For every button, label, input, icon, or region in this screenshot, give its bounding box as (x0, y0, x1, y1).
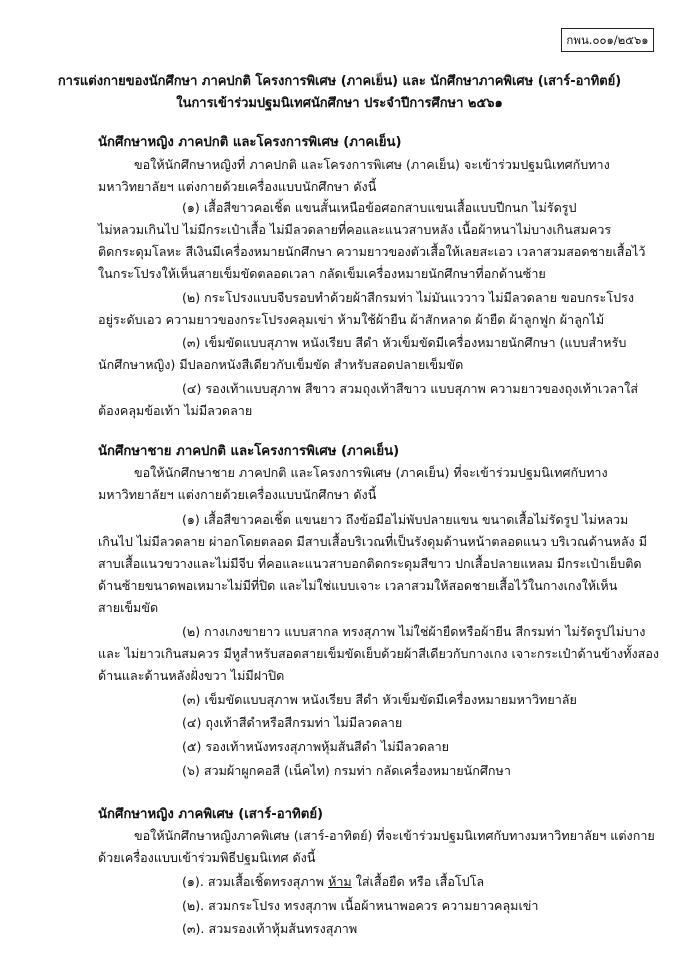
list-item-text: ใส่เสื้อยืด หรือ เสื้อโปโล (351, 874, 485, 889)
list-item-line: (๒) กางเกงขายาว แบบสากล ทรงสุภาพ ไม่ใช่ผ้ายืดหรือผ้ายีน สีกรมท่า ไม่รัดรูปไม่บาง (182, 624, 646, 639)
list-item: (๕) รองเท้าหนังทรงสุภาพหุ้มส้นสีดำ ไม่มีลวดลาย (182, 739, 450, 754)
list-item-line: สายเข็มขัด (98, 600, 159, 615)
list-item-line: (๔) รองเท้าแบบสุภาพ สีขาว สวมถุงเท้าสีขาว แบบสุภาพ ความยาวของถุงเท้าเวลาใส่ (182, 381, 639, 396)
list-item-line: ด้านและด้านหลังฝั่งขวา ไม่มีฝาปิด (98, 668, 285, 683)
section-heading-male-regular: นักศึกษาชาย ภาคปกติ และโครงการพิเศษ (ภาคเย็น) (98, 444, 400, 459)
list-item (182, 872, 484, 892)
document-title-line2: ในการเข้าร่วมปฐมนิเทศนักศึกษา ประจำปีการศึกษา ๒๕๖๑ (176, 96, 503, 111)
list-item: (๓) เข็มขัดแบบสุภาพ หนังเรียบ สีดำ หัวเข็มขัดมีเครื่องหมายมหาวิทยาลัย (182, 692, 577, 707)
list-item-line: และ ไม่ยาวเกินสมควร มีหูสำหรับสอดสายเข็มขัดเย็บด้วยผ้าสีเดียวกับกางเกง เจาะกระเป๋าด้านข้างทั้งสอง (98, 646, 660, 661)
list-item-line: (๒) กระโปรงแบบจีบรอบทำด้วยผ้าสีกรมท่า ไม่มันแววาว ไม่มีลวดลาย ขอบกระโปรง (182, 290, 634, 305)
section-heading-female-regular: นักศึกษาหญิง ภาคปกติ และโครงการพิเศษ (ภาคเย็น) (98, 135, 402, 150)
paragraph-line: ด้วยเครื่องแบบเข้าร่วมพิธีปฐมนิเทศ ดังนี้ (98, 850, 316, 865)
list-item-line: (๑) เสื้อสีขาวคอเชิ้ต แขนยาว ถึงข้อมือไม่พับปลายแขน ขนาดเสื้อไม่รัดรูป ไม่หลวม (182, 512, 629, 527)
paragraph-line: ขอให้นักศึกษาหญิงภาคพิเศษ (เสาร์-อาทิตย์) ที่จะเข้าร่วมปฐมนิเทศกับทางมหาวิทยาลัยฯ แต่งกาย (134, 828, 655, 843)
list-item-line: ในกระโปรงให้เห็นสายเข็มขัดตลอดเวลา กลัดเข็มเครื่องหมายนักศึกษาที่อกด้านซ้าย (98, 266, 546, 281)
section-heading-female-special: นักศึกษาหญิง ภาคพิเศษ (เสาร์-อาทิตย์) (98, 807, 324, 822)
list-item-line: เกินไป ไม่มีลวดลาย ผ่าอกโดยตลอด มีสาบเสื้อบริเวณที่เป็นรังดุมด้านหน้าตลอดแนว บริเวณด้านหลัง มี (98, 534, 648, 549)
list-item-line: อยู่ระดับเอว ความยาวของกระโปรงคลุมเข่า ห้ามใช้ผ้ายืน ผ้าสักหลาด ผ้ายืด ผ้าลูกฟูก ผ้าลูกไม้ (98, 312, 605, 327)
paragraph-line: ขอให้นักศึกษาหญิงที่ ภาคปกติ และโครงการพิเศษ (ภาคเย็น) จะเข้าร่วมปฐมนิเทศกับทาง (134, 157, 610, 172)
underlined-prohibition: ห้าม (328, 874, 352, 889)
document-code-box: กพน.๐๐๑/๒๕๖๑ (561, 28, 654, 52)
list-item-line: ด้านซ้ายขนาดพอเหมาะไม่มีที่ปิด และไม่ใช่แบบเจาะ เวลาสวมให้สอดชายเสื้อไว้ในกางเกงให้เห็น (98, 578, 618, 593)
list-item-line: นักศึกษาหญิง) มีปลอกหนังสีเดียวกับเข็มขัด สำหรับสอดปลายเข็มขัด (98, 357, 464, 372)
list-item-line: (๓) เข็มขัดแบบสุภาพ หนังเรียบ สีดำ หัวเข็มขัดมีเครื่องหมายนักศึกษา (แบบสำหรับ (182, 335, 627, 350)
list-item: (๔) ถุงเท้าสีดำหรือสีกรมท่า ไม่มีลวดลาย (182, 715, 403, 730)
list-item: (๓). สวมรองเท้าหุ้มส้นทรงสุภาพ (182, 921, 358, 936)
list-item: (๒). สวมกระโปรง ทรงสุภาพ เนื้อผ้าหนาพอควร ความยาวคลุมเข่า (182, 898, 539, 913)
list-item: (๖) สวมผ้าผูกคอสี (เน็คไท) กรมท่า กลัดเครื่องหมายนักศึกษา (182, 763, 511, 778)
list-item-line: ติดกระดุมโลหะ สีเงินมีเครื่องหมายนักศึกษา ความยาวของตัวเสื้อให้เลยสะเอว เวลาสวมสอดชายเสื้อไว้ (98, 244, 646, 259)
list-item-line: ไม่หลวมเกินไป ไม่มีกระเป๋าเสื้อ ไม่มีลวดลายที่คอและแนวสาบหลัง เนื้อผ้าหนาไม่บางเกินสมควร (98, 222, 612, 237)
list-item-line: สาบเสื้อแนวขวางและไม่มีจีบ ที่คอและแนวสาบอกติดกระดุมสีขาว ปกเสื้อปลายแหลม มีกระเป๋าเย็บติด (98, 556, 642, 571)
paragraph-line: ขอให้นักศึกษาชาย ภาคปกติ และโครงการพิเศษ (ภาคเย็น) ที่จะเข้าร่วมปฐมนิเทศกับทาง (134, 465, 608, 480)
list-item-text: (๑). สวมเสื้อเชิ้ตทรงสุภาพ (182, 874, 329, 889)
list-item-line: (๑) เสื้อสีขาวคอเชิ้ต แขนสั้นเหนือข้อศอกสาบแขนเสื้อแบบปีกนก ไม่รัดรูป (182, 200, 577, 215)
list-item-line: ต้องคลุมข้อเท้า ไม่มีลวดลาย (98, 403, 253, 418)
document-title-line1: การแต่งกายของนักศึกษา ภาคปกติ โครงการพิเศษ (ภาคเย็น) และ นักศึกษาภาคพิเศษ (เสาร์-อาทิตย์) (57, 74, 622, 89)
paragraph-line: มหาวิทยาลัยฯ แต่งกายด้วยเครื่องแบบนักศึกษา ดังนี้ (98, 179, 377, 194)
paragraph-line: มหาวิทยาลัยฯ แต่งกายด้วยเครื่องแบบนักศึกษา ดังนี้ (98, 487, 377, 502)
